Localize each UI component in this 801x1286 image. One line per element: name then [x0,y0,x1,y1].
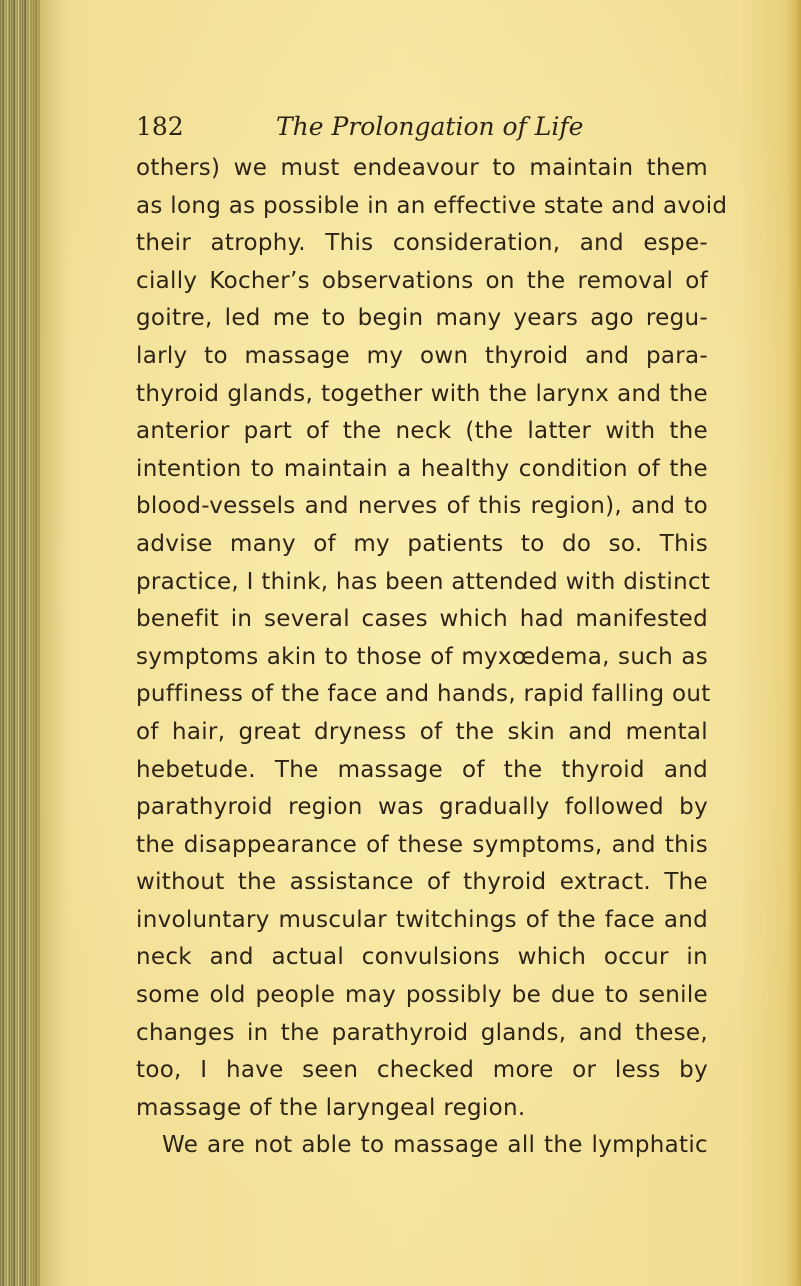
text-line: without the assistance of thyroid extract. The [136,869,708,896]
text-line: practice, I think, has been attended with distinct [136,568,711,595]
paragraph-end-line: massage of the laryngeal region. [136,1094,526,1121]
text-line: cially Kocher’s observations on the removal of [136,267,708,294]
text-line: others) we must endeavour to maintain them [136,155,708,181]
running-title: The Prolongation of Life [276,112,584,141]
page-number: 182 [136,112,184,141]
text-line: advise many of my patients to do so. This [136,530,708,557]
text-line: goitre, led me to begin many years ago regu- [136,305,708,332]
text-line: anterior part of the neck (the latter with the [136,418,708,445]
text-line: involuntary muscular twitchings of the face and [136,906,708,933]
paragraph-start-line: We are not able to massage all the lymphatic [162,1132,708,1159]
text-line: parathyroid region was gradually followed by [136,794,708,821]
text-line: blood-vessels and nerves of this region), and to [136,493,708,520]
page-edge-shadow [787,0,801,1286]
text-line: benefit in several cases which had manifested [136,606,708,633]
text-line: the disappearance of these symptoms, and this [136,831,708,858]
running-head [136,112,736,146]
text-line: larly to massage my own thyroid and para- [136,342,708,369]
text-line: intention to maintain a healthy condition of the [136,455,708,482]
text-line: too, I have seen checked more or less by [136,1057,708,1084]
text-line: neck and actual convulsions which occur in [136,944,708,971]
text-line: symptoms akin to those of myxœdema, such as [136,643,708,670]
text-line: thyroid glands, together with the larynx and the [136,380,708,407]
text-line: of hair, great dryness of the skin and mental [136,718,708,745]
body-text [136,150,728,1165]
text-line: some old people may possibly be due to senile [136,982,708,1009]
text-line: puffiness of the face and hands, rapid falling out [136,681,711,708]
text-line: their atrophy. This consideration, and espe- [136,230,708,257]
text-line: hebetude. The massage of the thyroid and [136,756,708,783]
text-line: as long as possible in an effective state and avoid [136,192,728,219]
gutter-shadow [30,0,70,1286]
text-line: changes in the parathyroid glands, and these, [136,1019,708,1046]
